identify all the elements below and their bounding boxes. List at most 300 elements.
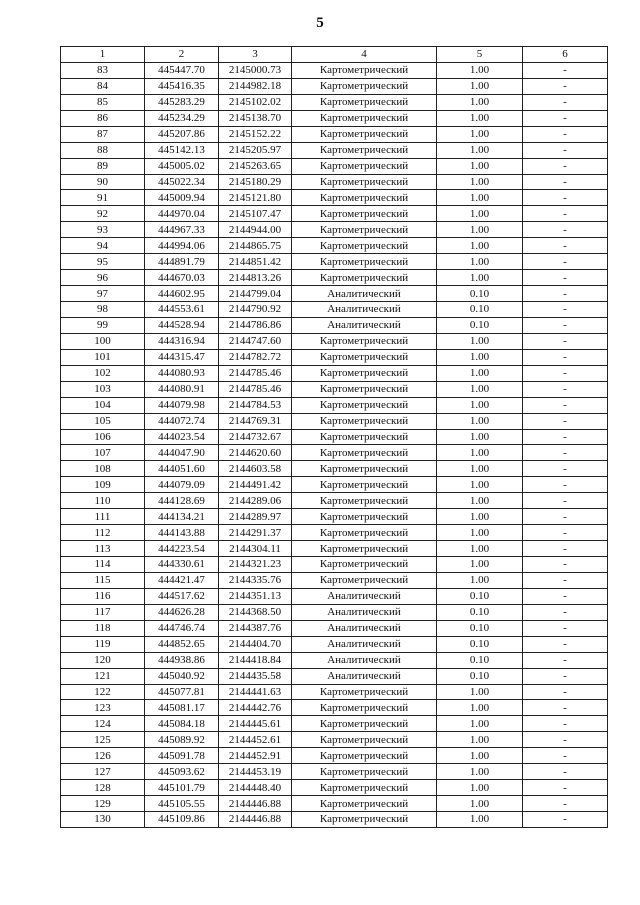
method-cell: Картометрический (292, 732, 437, 748)
method-cell: Картометрический (292, 700, 437, 716)
note-cell: - (523, 652, 608, 668)
y-coordinate-cell: 2144813.26 (219, 270, 292, 286)
table-row (61, 796, 608, 812)
accuracy-cell: 0.10 (437, 652, 523, 668)
point-number-cell: 88 (61, 142, 145, 158)
method-cell: Картометрический (292, 158, 437, 174)
column-header: 2 (145, 47, 219, 63)
accuracy-cell: 1.00 (437, 780, 523, 796)
x-coordinate-cell: 444330.61 (145, 557, 219, 573)
method-cell: Картометрический (292, 365, 437, 381)
method-cell: Картометрический (292, 684, 437, 700)
x-coordinate-cell: 444072.74 (145, 413, 219, 429)
point-number-cell: 127 (61, 764, 145, 780)
table-row (61, 62, 608, 78)
column-header: 4 (292, 47, 437, 63)
x-coordinate-cell: 444553.61 (145, 302, 219, 318)
accuracy-cell: 1.00 (437, 812, 523, 828)
y-coordinate-cell: 2144786.86 (219, 317, 292, 333)
method-cell: Картометрический (292, 477, 437, 493)
method-cell: Картометрический (292, 222, 437, 238)
accuracy-cell: 1.00 (437, 94, 523, 110)
x-coordinate-cell: 444670.03 (145, 270, 219, 286)
note-cell: - (523, 509, 608, 525)
table-row (61, 349, 608, 365)
x-coordinate-cell: 444994.06 (145, 238, 219, 254)
point-number-cell: 128 (61, 780, 145, 796)
accuracy-cell: 1.00 (437, 764, 523, 780)
table-row (61, 541, 608, 557)
method-cell: Картометрический (292, 780, 437, 796)
accuracy-cell: 1.00 (437, 509, 523, 525)
method-cell: Картометрический (292, 142, 437, 158)
point-number-cell: 92 (61, 206, 145, 222)
note-cell: - (523, 445, 608, 461)
x-coordinate-cell: 445101.79 (145, 780, 219, 796)
table-row (61, 557, 608, 573)
note-cell: - (523, 317, 608, 333)
table-row (61, 780, 608, 796)
method-cell: Картометрический (292, 381, 437, 397)
x-coordinate-cell: 444891.79 (145, 254, 219, 270)
x-coordinate-cell: 444080.93 (145, 365, 219, 381)
x-coordinate-cell: 445109.86 (145, 812, 219, 828)
table-row (61, 748, 608, 764)
y-coordinate-cell: 2144785.46 (219, 381, 292, 397)
method-cell: Аналитический (292, 636, 437, 652)
accuracy-cell: 1.00 (437, 684, 523, 700)
note-cell: - (523, 349, 608, 365)
point-number-cell: 107 (61, 445, 145, 461)
table-row (61, 461, 608, 477)
y-coordinate-cell: 2144784.53 (219, 397, 292, 413)
y-coordinate-cell: 2145152.22 (219, 126, 292, 142)
x-coordinate-cell: 444047.90 (145, 445, 219, 461)
point-number-cell: 123 (61, 700, 145, 716)
method-cell: Картометрический (292, 445, 437, 461)
note-cell: - (523, 110, 608, 126)
table-row (61, 668, 608, 684)
y-coordinate-cell: 2144368.50 (219, 604, 292, 620)
method-cell: Картометрический (292, 254, 437, 270)
y-coordinate-cell: 2144289.06 (219, 493, 292, 509)
x-coordinate-cell: 445093.62 (145, 764, 219, 780)
accuracy-cell: 1.00 (437, 110, 523, 126)
table-row (61, 509, 608, 525)
point-number-cell: 91 (61, 190, 145, 206)
accuracy-cell: 1.00 (437, 461, 523, 477)
table-row (61, 110, 608, 126)
x-coordinate-cell: 444517.62 (145, 588, 219, 604)
note-cell: - (523, 764, 608, 780)
method-cell: Картометрический (292, 174, 437, 190)
table-row (61, 445, 608, 461)
accuracy-cell: 0.10 (437, 286, 523, 302)
x-coordinate-cell: 444315.47 (145, 349, 219, 365)
accuracy-cell: 0.10 (437, 317, 523, 333)
y-coordinate-cell: 2144944.00 (219, 222, 292, 238)
note-cell: - (523, 142, 608, 158)
point-number-cell: 102 (61, 365, 145, 381)
y-coordinate-cell: 2144387.76 (219, 620, 292, 636)
x-coordinate-cell: 445084.18 (145, 716, 219, 732)
note-cell: - (523, 748, 608, 764)
table-row (61, 588, 608, 604)
method-cell: Картометрический (292, 509, 437, 525)
x-coordinate-cell: 444079.09 (145, 477, 219, 493)
table-row (61, 429, 608, 445)
note-cell: - (523, 780, 608, 796)
x-coordinate-cell: 444023.54 (145, 429, 219, 445)
table-row (61, 636, 608, 652)
point-number-cell: 110 (61, 493, 145, 509)
table-row (61, 413, 608, 429)
x-coordinate-cell: 445142.13 (145, 142, 219, 158)
point-number-cell: 115 (61, 572, 145, 588)
note-cell: - (523, 796, 608, 812)
method-cell: Картометрический (292, 62, 437, 78)
x-coordinate-cell: 445077.81 (145, 684, 219, 700)
point-number-cell: 116 (61, 588, 145, 604)
method-cell: Картометрический (292, 796, 437, 812)
method-cell: Картометрический (292, 525, 437, 541)
y-coordinate-cell: 2145180.29 (219, 174, 292, 190)
table-body (61, 62, 608, 827)
accuracy-cell: 1.00 (437, 429, 523, 445)
note-cell: - (523, 254, 608, 270)
x-coordinate-cell: 445283.29 (145, 94, 219, 110)
method-cell: Аналитический (292, 604, 437, 620)
method-cell: Аналитический (292, 286, 437, 302)
method-cell: Картометрический (292, 429, 437, 445)
table-row (61, 477, 608, 493)
point-number-cell: 83 (61, 62, 145, 78)
x-coordinate-cell: 444852.65 (145, 636, 219, 652)
y-coordinate-cell: 2144445.61 (219, 716, 292, 732)
note-cell: - (523, 206, 608, 222)
table-row (61, 732, 608, 748)
accuracy-cell: 1.00 (437, 477, 523, 493)
y-coordinate-cell: 2144782.72 (219, 349, 292, 365)
table-row (61, 158, 608, 174)
y-coordinate-cell: 2144452.91 (219, 748, 292, 764)
note-cell: - (523, 604, 608, 620)
table-row (61, 142, 608, 158)
accuracy-cell: 1.00 (437, 190, 523, 206)
x-coordinate-cell: 444079.98 (145, 397, 219, 413)
y-coordinate-cell: 2145205.97 (219, 142, 292, 158)
note-cell: - (523, 812, 608, 828)
note-cell: - (523, 429, 608, 445)
x-coordinate-cell: 444528.94 (145, 317, 219, 333)
table-row (61, 397, 608, 413)
method-cell: Картометрический (292, 333, 437, 349)
table-row (61, 620, 608, 636)
method-cell: Картометрический (292, 748, 437, 764)
accuracy-cell: 1.00 (437, 541, 523, 557)
point-number-cell: 96 (61, 270, 145, 286)
page-number: 5 (316, 15, 324, 31)
table-row (61, 493, 608, 509)
x-coordinate-cell: 444051.60 (145, 461, 219, 477)
accuracy-cell: 1.00 (437, 445, 523, 461)
y-coordinate-cell: 2144351.13 (219, 588, 292, 604)
accuracy-cell: 0.10 (437, 668, 523, 684)
method-cell: Картометрический (292, 110, 437, 126)
point-number-cell: 120 (61, 652, 145, 668)
method-cell: Картометрический (292, 716, 437, 732)
method-cell: Картометрический (292, 541, 437, 557)
accuracy-cell: 1.00 (437, 748, 523, 764)
note-cell: - (523, 732, 608, 748)
point-number-cell: 129 (61, 796, 145, 812)
y-coordinate-cell: 2144446.88 (219, 796, 292, 812)
x-coordinate-cell: 444316.94 (145, 333, 219, 349)
x-coordinate-cell: 445009.94 (145, 190, 219, 206)
y-coordinate-cell: 2144785.46 (219, 365, 292, 381)
x-coordinate-cell: 445207.86 (145, 126, 219, 142)
point-number-cell: 101 (61, 349, 145, 365)
point-number-cell: 117 (61, 604, 145, 620)
table-row (61, 286, 608, 302)
point-number-cell: 100 (61, 333, 145, 349)
point-number-cell: 85 (61, 94, 145, 110)
y-coordinate-cell: 2144448.40 (219, 780, 292, 796)
note-cell: - (523, 238, 608, 254)
x-coordinate-cell: 445005.02 (145, 158, 219, 174)
note-cell: - (523, 333, 608, 349)
point-number-cell: 125 (61, 732, 145, 748)
accuracy-cell: 1.00 (437, 493, 523, 509)
point-number-cell: 119 (61, 636, 145, 652)
y-coordinate-cell: 2144982.18 (219, 78, 292, 94)
table-row (61, 525, 608, 541)
accuracy-cell: 1.00 (437, 254, 523, 270)
y-coordinate-cell: 2144799.04 (219, 286, 292, 302)
point-number-cell: 104 (61, 397, 145, 413)
method-cell: Аналитический (292, 317, 437, 333)
method-cell: Картометрический (292, 461, 437, 477)
table-row (61, 716, 608, 732)
point-number-cell: 86 (61, 110, 145, 126)
y-coordinate-cell: 2144335.76 (219, 572, 292, 588)
accuracy-cell: 1.00 (437, 142, 523, 158)
x-coordinate-cell: 445447.70 (145, 62, 219, 78)
method-cell: Картометрический (292, 190, 437, 206)
column-header: 3 (219, 47, 292, 63)
method-cell: Картометрический (292, 764, 437, 780)
accuracy-cell: 0.10 (437, 620, 523, 636)
method-cell: Картометрический (292, 812, 437, 828)
note-cell: - (523, 190, 608, 206)
table-row (61, 812, 608, 828)
note-cell: - (523, 716, 608, 732)
accuracy-cell: 1.00 (437, 796, 523, 812)
point-number-cell: 114 (61, 557, 145, 573)
accuracy-cell: 1.00 (437, 700, 523, 716)
note-cell: - (523, 302, 608, 318)
method-cell: Картометрический (292, 397, 437, 413)
point-number-cell: 98 (61, 302, 145, 318)
table-row (61, 700, 608, 716)
note-cell: - (523, 222, 608, 238)
y-coordinate-cell: 2144747.60 (219, 333, 292, 349)
column-header: 1 (61, 47, 145, 63)
table-row (61, 652, 608, 668)
point-number-cell: 113 (61, 541, 145, 557)
point-number-cell: 87 (61, 126, 145, 142)
x-coordinate-cell: 444421.47 (145, 572, 219, 588)
method-cell: Аналитический (292, 668, 437, 684)
x-coordinate-cell: 445040.92 (145, 668, 219, 684)
x-coordinate-cell: 444746.74 (145, 620, 219, 636)
table-row (61, 572, 608, 588)
note-cell: - (523, 636, 608, 652)
y-coordinate-cell: 2144865.75 (219, 238, 292, 254)
y-coordinate-cell: 2144491.42 (219, 477, 292, 493)
column-header: 6 (523, 47, 608, 63)
table-row (61, 78, 608, 94)
point-number-cell: 99 (61, 317, 145, 333)
x-coordinate-cell: 445234.29 (145, 110, 219, 126)
y-coordinate-cell: 2144453.19 (219, 764, 292, 780)
method-cell: Картометрический (292, 206, 437, 222)
accuracy-cell: 1.00 (437, 158, 523, 174)
y-coordinate-cell: 2144851.42 (219, 254, 292, 270)
y-coordinate-cell: 2144603.58 (219, 461, 292, 477)
accuracy-cell: 1.00 (437, 397, 523, 413)
y-coordinate-cell: 2145263.65 (219, 158, 292, 174)
accuracy-cell: 1.00 (437, 126, 523, 142)
y-coordinate-cell: 2144304.11 (219, 541, 292, 557)
table-row (61, 604, 608, 620)
method-cell: Картометрический (292, 270, 437, 286)
method-cell: Аналитический (292, 620, 437, 636)
x-coordinate-cell: 445091.78 (145, 748, 219, 764)
method-cell: Аналитический (292, 302, 437, 318)
accuracy-cell: 1.00 (437, 62, 523, 78)
note-cell: - (523, 668, 608, 684)
point-number-cell: 103 (61, 381, 145, 397)
note-cell: - (523, 525, 608, 541)
point-number-cell: 111 (61, 509, 145, 525)
point-number-cell: 93 (61, 222, 145, 238)
column-header: 5 (437, 47, 523, 63)
note-cell: - (523, 381, 608, 397)
table-row (61, 333, 608, 349)
method-cell: Аналитический (292, 652, 437, 668)
accuracy-cell: 0.10 (437, 604, 523, 620)
point-number-cell: 97 (61, 286, 145, 302)
point-number-cell: 106 (61, 429, 145, 445)
table-row (61, 94, 608, 110)
note-cell: - (523, 270, 608, 286)
x-coordinate-cell: 444080.91 (145, 381, 219, 397)
y-coordinate-cell: 2144769.31 (219, 413, 292, 429)
accuracy-cell: 1.00 (437, 174, 523, 190)
point-number-cell: 122 (61, 684, 145, 700)
point-number-cell: 126 (61, 748, 145, 764)
accuracy-cell: 1.00 (437, 381, 523, 397)
y-coordinate-cell: 2144321.23 (219, 557, 292, 573)
y-coordinate-cell: 2144446.88 (219, 812, 292, 828)
note-cell: - (523, 684, 608, 700)
x-coordinate-cell: 445089.92 (145, 732, 219, 748)
x-coordinate-cell: 444223.54 (145, 541, 219, 557)
method-cell: Картометрический (292, 413, 437, 429)
y-coordinate-cell: 2145000.73 (219, 62, 292, 78)
point-number-cell: 84 (61, 78, 145, 94)
table-row (61, 190, 608, 206)
y-coordinate-cell: 2144452.61 (219, 732, 292, 748)
accuracy-cell: 1.00 (437, 270, 523, 286)
note-cell: - (523, 461, 608, 477)
accuracy-cell: 1.00 (437, 525, 523, 541)
y-coordinate-cell: 2144435.58 (219, 668, 292, 684)
coordinates-table (60, 46, 608, 828)
note-cell: - (523, 365, 608, 381)
x-coordinate-cell: 444143.88 (145, 525, 219, 541)
method-cell: Картометрический (292, 94, 437, 110)
y-coordinate-cell: 2144291.37 (219, 525, 292, 541)
method-cell: Картометрический (292, 78, 437, 94)
note-cell: - (523, 700, 608, 716)
point-number-cell: 105 (61, 413, 145, 429)
point-number-cell: 109 (61, 477, 145, 493)
note-cell: - (523, 541, 608, 557)
point-number-cell: 124 (61, 716, 145, 732)
table-row (61, 254, 608, 270)
accuracy-cell: 0.10 (437, 588, 523, 604)
x-coordinate-cell: 444134.21 (145, 509, 219, 525)
accuracy-cell: 1.00 (437, 222, 523, 238)
y-coordinate-cell: 2144442.76 (219, 700, 292, 716)
note-cell: - (523, 174, 608, 190)
accuracy-cell: 1.00 (437, 365, 523, 381)
accuracy-cell: 1.00 (437, 557, 523, 573)
x-coordinate-cell: 444128.69 (145, 493, 219, 509)
accuracy-cell: 0.10 (437, 636, 523, 652)
x-coordinate-cell: 444938.86 (145, 652, 219, 668)
y-coordinate-cell: 2144404.70 (219, 636, 292, 652)
point-number-cell: 121 (61, 668, 145, 684)
note-cell: - (523, 477, 608, 493)
accuracy-cell: 1.00 (437, 716, 523, 732)
method-cell: Картометрический (292, 238, 437, 254)
y-coordinate-cell: 2144732.67 (219, 429, 292, 445)
table-row (61, 174, 608, 190)
x-coordinate-cell: 444967.33 (145, 222, 219, 238)
point-number-cell: 130 (61, 812, 145, 828)
y-coordinate-cell: 2145107.47 (219, 206, 292, 222)
y-coordinate-cell: 2144620.60 (219, 445, 292, 461)
accuracy-cell: 1.00 (437, 732, 523, 748)
point-number-cell: 90 (61, 174, 145, 190)
y-coordinate-cell: 2144418.84 (219, 652, 292, 668)
accuracy-cell: 1.00 (437, 333, 523, 349)
point-number-cell: 108 (61, 461, 145, 477)
x-coordinate-cell: 445081.17 (145, 700, 219, 716)
method-cell: Картометрический (292, 349, 437, 365)
point-number-cell: 112 (61, 525, 145, 541)
accuracy-cell: 1.00 (437, 349, 523, 365)
note-cell: - (523, 158, 608, 174)
x-coordinate-cell: 445022.34 (145, 174, 219, 190)
table-row (61, 270, 608, 286)
note-cell: - (523, 62, 608, 78)
accuracy-cell: 1.00 (437, 572, 523, 588)
table-row (61, 222, 608, 238)
